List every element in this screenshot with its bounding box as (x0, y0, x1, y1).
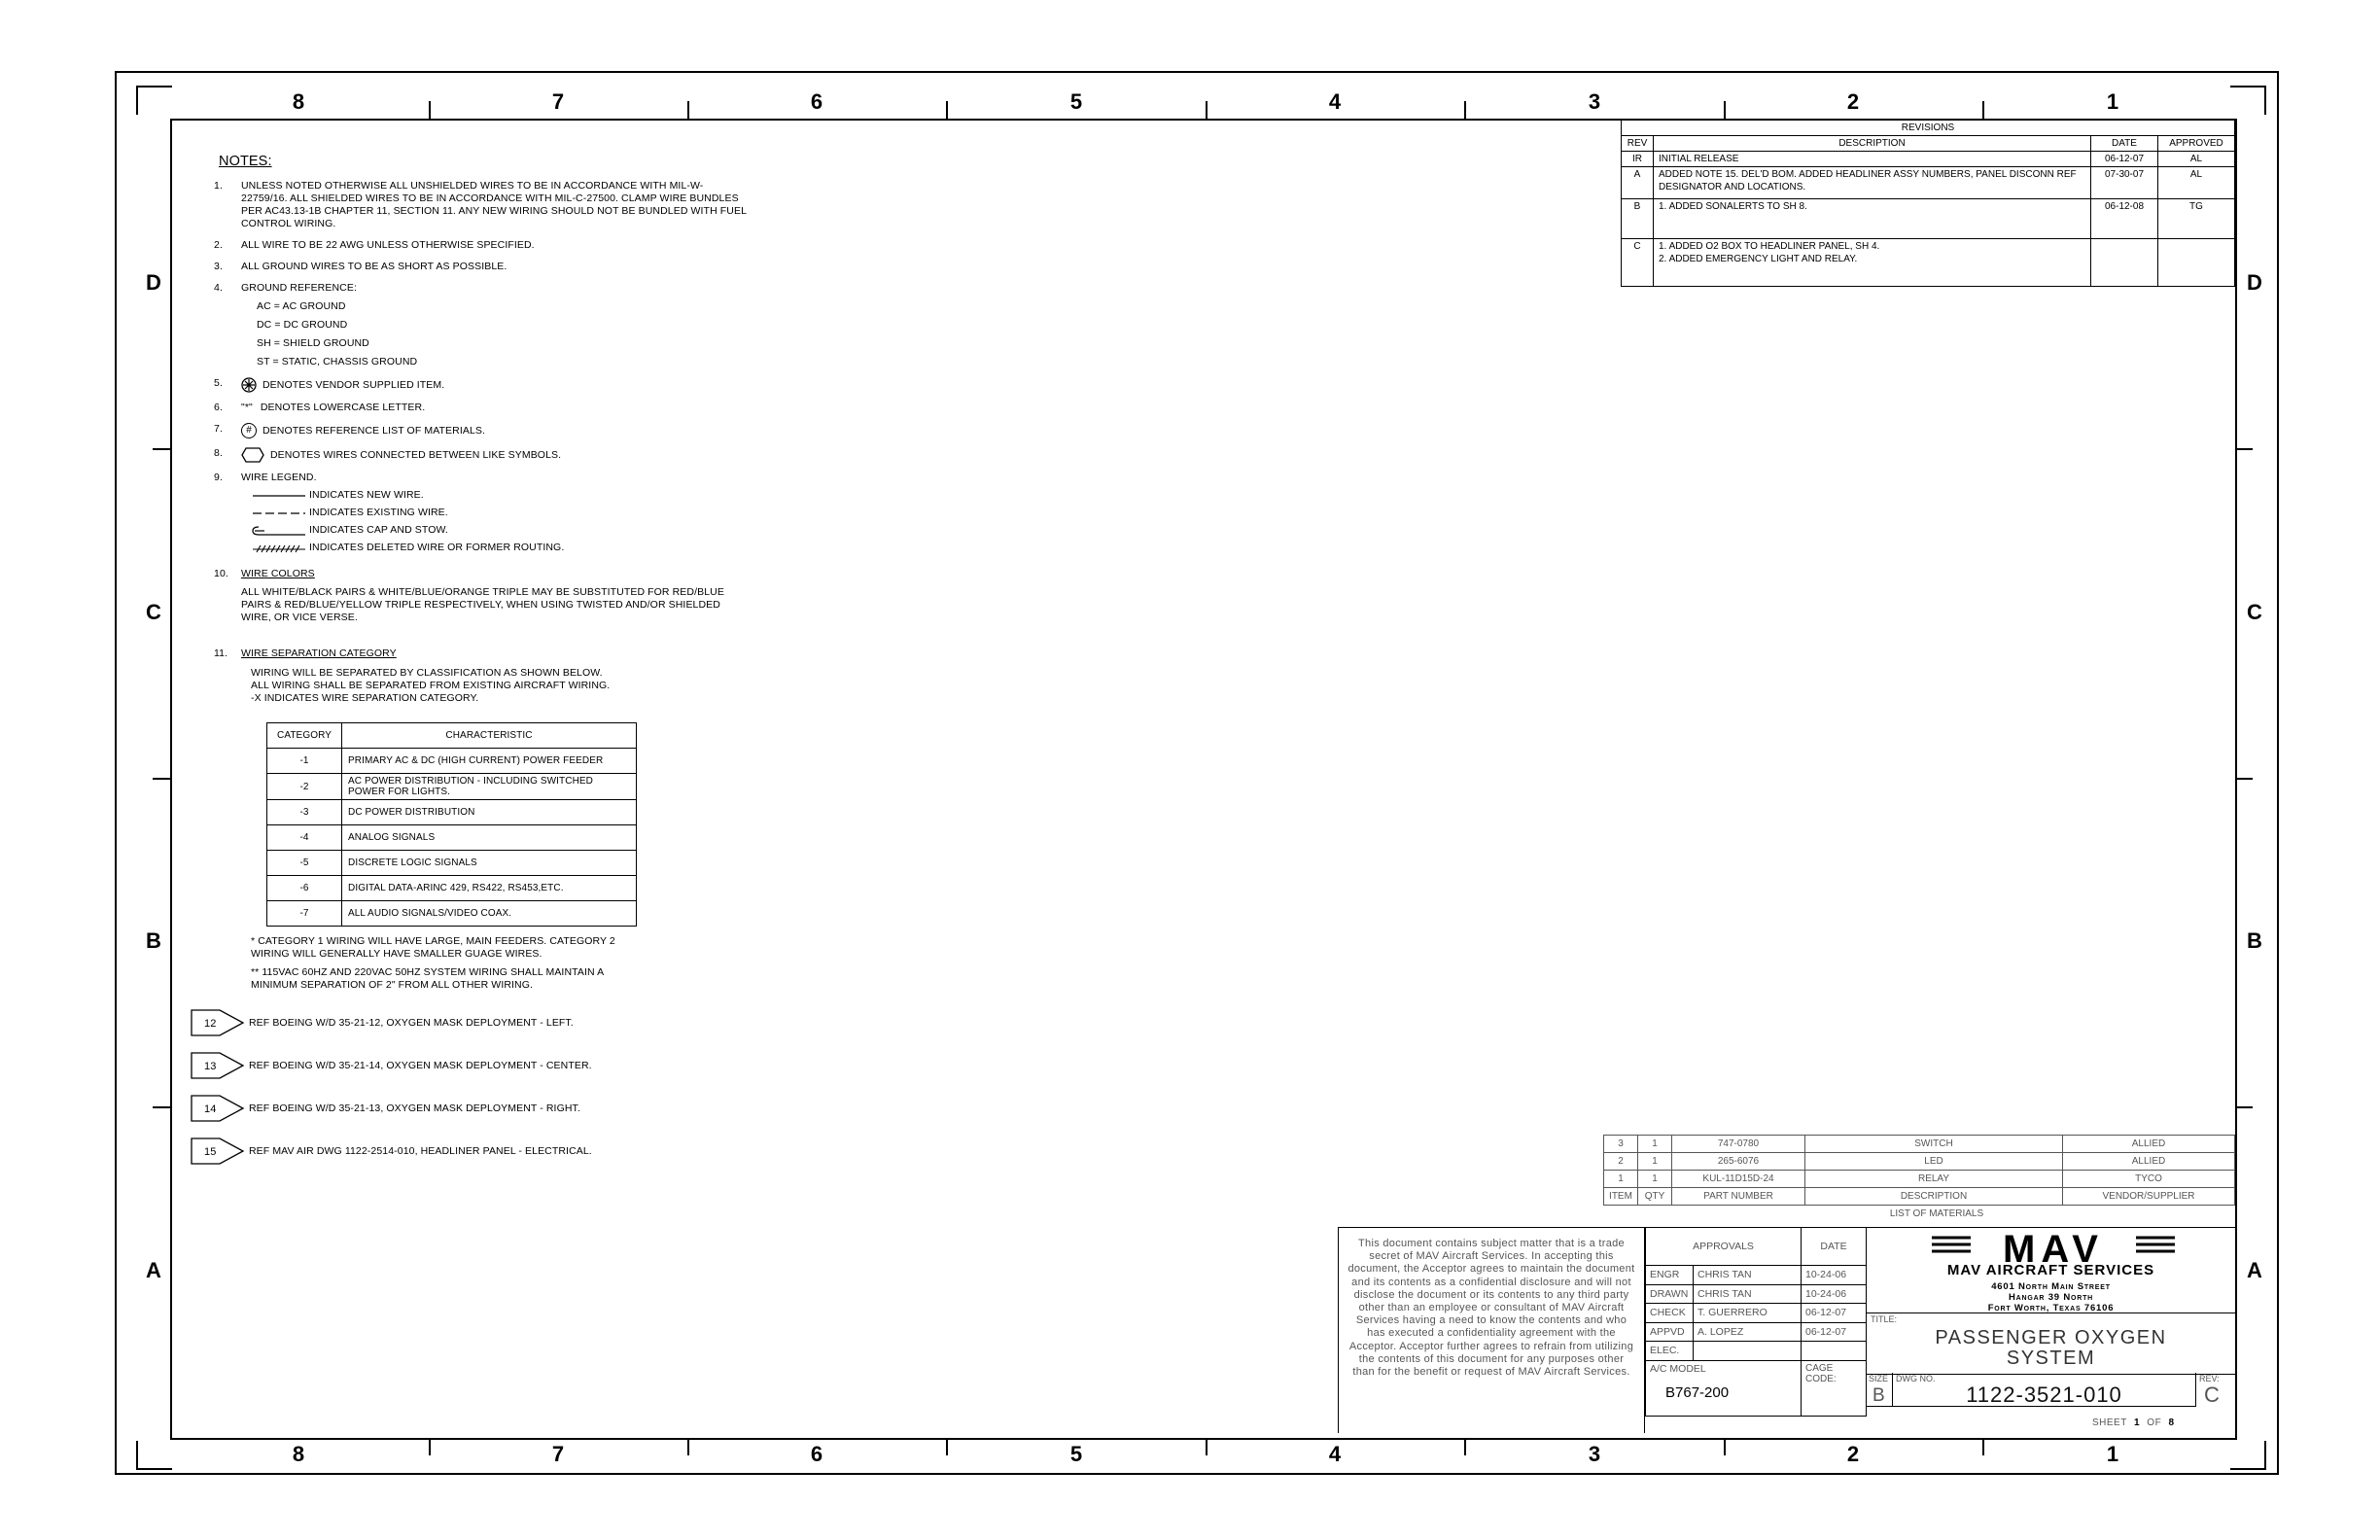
zone-label-top: 2 (1846, 89, 1860, 114)
note-text: ALL WIRING SHALL BE SEPARATED FROM EXISTING AIRCRAFT WIRING. (251, 680, 611, 691)
zone-label-bottom: 5 (1069, 1442, 1083, 1466)
bom-qty: 1 (1638, 1136, 1672, 1153)
rev-date: 06-12-08 (2091, 199, 2158, 239)
zone-label-top: 5 (1069, 89, 1083, 114)
approval-name: T. GUERRERO (1694, 1304, 1802, 1323)
rev-description: ADDED NOTE 15. DEL'D BOM. ADDED HEADLINER ASSY NUMBERS, PANEL DISCONN REF DESIGNATOR AND LOCATIONS. (1654, 167, 2091, 199)
note-3 (204, 261, 749, 273)
zone-tick (153, 1106, 170, 1108)
bom-item: 2 (1604, 1153, 1638, 1171)
rev-approved (2158, 239, 2235, 287)
note-text: DENOTES WIRES CONNECTED BETWEEN LIKE SYMBOLS. (270, 448, 562, 461)
zone-tick (1724, 101, 1726, 119)
table-row (1622, 152, 2235, 167)
table-header: VENDOR/SUPPLIER (2063, 1188, 2235, 1206)
note-4 (204, 282, 749, 368)
table-header-row (1604, 1188, 2235, 1206)
new-wire-line-icon (251, 491, 309, 501)
flag-note-icon (191, 1138, 245, 1165)
rev-date (2091, 239, 2158, 287)
zone-label-bottom: 7 (551, 1442, 565, 1466)
zone-tick (1206, 101, 1208, 119)
note-text: ALL WHITE/BLACK PAIRS & WHITE/BLUE/ORANGE TRIPLE MAY BE SUBSTITUTED FOR RED/BLUE PAIRS & RED/BLUE/YELLOW TRIPLE RESPECTIVELY, WHEN USING TWISTED AND/OR SHIELDED WIRE, OR VICE VERSE. (241, 586, 724, 623)
flag-number: 13 (204, 1061, 217, 1072)
footnote: ** 115VAC 60HZ AND 220VAC 50HZ SYSTEM WIRING SHALL MAINTAIN A MINIMUM SEPARATION OF 2" FROM ALL OTHER WIRING. (251, 966, 604, 991)
corner-mark (136, 86, 172, 115)
table-cell: -5 (267, 851, 342, 876)
zone-label-bottom: 2 (1846, 1442, 1860, 1466)
zone-label-top: 3 (1588, 89, 1601, 114)
flag-note-icon (191, 1009, 245, 1036)
note-2 (204, 239, 749, 252)
corner-mark (136, 1441, 172, 1470)
zone-tick (1982, 1438, 1984, 1455)
approval-row (1646, 1322, 1867, 1342)
lowercase-mark: "*" (241, 402, 253, 413)
approval-row (1646, 1284, 1867, 1304)
table-row (267, 851, 637, 876)
note-number: 8. (214, 447, 223, 459)
approval-date: 06-12-07 (1802, 1322, 1867, 1342)
corner-mark (2230, 86, 2266, 115)
note-number: 11. (214, 648, 228, 659)
note-number: 5. (214, 377, 223, 389)
zone-tick (1982, 101, 1984, 119)
zone-label-top: 7 (551, 89, 565, 114)
bom-qty: 1 (1638, 1171, 1672, 1188)
table-header: DESCRIPTION (1654, 136, 2091, 152)
table-header: ITEM (1604, 1188, 1638, 1206)
rev-letter: C (1622, 239, 1654, 287)
flag-note (191, 1095, 749, 1122)
note-text: WIRE LEGEND. (241, 472, 317, 483)
title-label: TITLE: (1871, 1314, 1898, 1324)
ac-model-label: A/C MODEL (1650, 1362, 1706, 1375)
bom-vendor: ALLIED (2063, 1136, 2235, 1153)
zone-label-left: C (146, 600, 161, 624)
table-header: REV (1622, 136, 1654, 152)
note-11 (204, 648, 749, 992)
flag-number: 12 (204, 1018, 217, 1030)
zone-label-left: A (146, 1258, 161, 1282)
note-number: 4. (214, 282, 223, 294)
zone-label-right: A (2247, 1258, 2262, 1282)
logo-text: MAV (2003, 1233, 2104, 1266)
legend-text: INDICATES NEW WIRE. (309, 489, 424, 501)
table-row (267, 749, 637, 774)
zone-tick (687, 1438, 689, 1455)
address-line: Fort Worth, Texas 76106 (1987, 1303, 2115, 1313)
flag-note-text: REF MAV AIR DWG 1122-2514-010, HEADLINER PANEL - ELECTRICAL. (249, 1144, 592, 1157)
zone-label-bottom: 8 (292, 1442, 305, 1466)
zone-tick (429, 1438, 431, 1455)
zone-tick (687, 101, 689, 119)
ground-ref-item: ST = STATIC, CHASSIS GROUND (257, 356, 418, 368)
flag-note-text: REF BOEING W/D 35-21-13, OXYGEN MASK DEPLOYMENT - RIGHT. (249, 1102, 580, 1114)
table-cell: ANALOG SIGNALS (342, 825, 637, 851)
table-row (267, 901, 637, 927)
table-row (1622, 199, 2235, 239)
notes-heading: NOTES: (219, 154, 272, 169)
table-row (267, 825, 637, 851)
of-label: OF (2147, 1418, 2162, 1428)
table-row (267, 800, 637, 825)
table-row (267, 774, 637, 800)
rev-value: C (2204, 1382, 2220, 1407)
zone-label-right: C (2247, 600, 2262, 624)
ac-model-value: B767-200 (1665, 1383, 1730, 1401)
table-cell: -4 (267, 825, 342, 851)
zone-tick (153, 448, 170, 450)
zone-label-top: 8 (292, 89, 305, 114)
note-text: DENOTES VENDOR SUPPLIED ITEM. (262, 378, 445, 391)
bom-part-number: KUL-11D15D-24 (1672, 1171, 1805, 1188)
address-line: 4601 North Main Street (1991, 1281, 2111, 1292)
rev-description-line: 2. ADDED EMERGENCY LIGHT AND RELAY. (1659, 254, 1858, 264)
bom-vendor: ALLIED (2063, 1153, 2235, 1171)
table-cell: -6 (267, 876, 342, 901)
zone-tick (1206, 1438, 1208, 1455)
zone-label-bottom: 1 (2106, 1442, 2119, 1466)
title-line: SYSTEM (2006, 1348, 2096, 1369)
ground-ref-item: DC = DC GROUND (257, 319, 348, 331)
note-title: WIRE COLORS (241, 568, 315, 579)
separation-category-table (266, 722, 637, 927)
flag-note (191, 1138, 749, 1165)
mav-logo (1932, 1233, 2175, 1266)
approval-date: 10-24-06 (1802, 1284, 1867, 1304)
zone-label-top: 4 (1328, 89, 1342, 114)
address-line: Hangar 39 North (2008, 1292, 2094, 1303)
note-number: 9. (214, 472, 223, 483)
cap-and-stow-icon (251, 525, 309, 537)
table-cell: DC POWER DISTRIBUTION (342, 800, 637, 825)
flag-note (191, 1009, 749, 1036)
rev-letter: IR (1622, 152, 1654, 167)
zone-label-right: D (2247, 270, 2262, 295)
note-10 (204, 568, 749, 624)
note-text: -X INDICATES WIRE SEPARATION CATEGORY. (251, 692, 479, 704)
table-header: APPROVED (2158, 136, 2235, 152)
flag-note (191, 1052, 749, 1079)
footnote: * CATEGORY 1 WIRING WILL HAVE LARGE, MAIN FEEDERS. CATEGORY 2 WIRING WILL GENERALLY HAVE SMALLER GUAGE WIRES. (251, 935, 615, 960)
table-header-row (267, 723, 637, 749)
zone-label-top: 6 (810, 89, 823, 114)
revisions-title: REVISIONS (1622, 121, 2235, 136)
note-number: 10. (214, 568, 228, 579)
approval-row (1646, 1304, 1867, 1323)
ground-ref-item: SH = SHIELD GROUND (257, 337, 369, 349)
table-header: CATEGORY (267, 723, 342, 749)
note-7 (204, 423, 749, 438)
sheet-number: 1 (2133, 1418, 2141, 1428)
note-6 (204, 402, 749, 414)
approval-row (1646, 1342, 1867, 1361)
note-text: WIRING WILL BE SEPARATED BY CLASSIFICATION AS SHOWN BELOW. (251, 667, 603, 679)
ac-model-cell (1646, 1360, 1802, 1416)
ground-ref-item: AC = AC GROUND (257, 300, 346, 312)
zone-tick (1464, 101, 1466, 119)
table-header: CHARACTERISTIC (342, 723, 637, 749)
table-cell: -2 (267, 774, 342, 800)
table-cell: DISCRETE LOGIC SIGNALS (342, 851, 637, 876)
dwg-no-label: DWG NO. (1896, 1374, 1936, 1383)
bom-description: LED (1805, 1153, 2063, 1171)
approvals-header: APPROVALS (1646, 1228, 1802, 1266)
zone-label-top: 1 (2106, 89, 2119, 114)
table-cell: -1 (267, 749, 342, 774)
sheet-info (2092, 1418, 2175, 1428)
zone-tick (429, 101, 431, 119)
hexagon-icon (241, 447, 264, 463)
approval-role: ELEC. (1646, 1342, 1694, 1361)
note-text: UNLESS NOTED OTHERWISE ALL UNSHIELDED WIRES TO BE IN ACCORDANCE WITH MIL-W-22759/16. ALL SHIELDED WIRES TO BE IN ACCORDANCE WITH MIL-C-27500. CLAMP WIRE BUNDLES PER AC43.13-1B CHAPTER 11, SECTION 11. ANY NEW WIRING SHOULD NOT BE BUNDLED WITH FUEL CONTROL WIRING. (241, 180, 747, 229)
approval-role: CHECK (1646, 1304, 1694, 1323)
note-9 (204, 472, 749, 554)
table-cell: PRIMARY AC & DC (HIGH CURRENT) POWER FEEDER (342, 749, 637, 774)
rev-date: 07-30-07 (2091, 167, 2158, 199)
drawing-number: 1122-3521-010 (1966, 1382, 2122, 1407)
table-cell: -7 (267, 901, 342, 927)
note-number: 3. (214, 261, 223, 272)
table-row (1604, 1153, 2235, 1171)
rev-description (1654, 239, 2091, 287)
table-row (267, 876, 637, 901)
sheet-label: SHEET (2092, 1418, 2127, 1428)
bom-item: 3 (1604, 1136, 1638, 1153)
approval-name (1694, 1342, 1802, 1361)
note-8 (204, 447, 749, 463)
bom-description: RELAY (1805, 1171, 2063, 1188)
table-row (1622, 167, 2235, 199)
note-title: WIRE SEPARATION CATEGORY (241, 648, 397, 659)
existing-wire-line-icon (251, 508, 309, 518)
approval-name: A. LOPEZ (1694, 1322, 1802, 1342)
note-text: DENOTES REFERENCE LIST OF MATERIALS. (262, 424, 486, 437)
notes-section (204, 156, 749, 1180)
zone-tick (2235, 1106, 2253, 1108)
proprietary-notice: This document contains subject matter that is a trade secret of MAV Aircraft Services. In accepting this document, the Acceptor agrees to maintain the document and its contents as a confidential disclosure and will not disclose the document or its contents to any third party other than an employee or consultant of MAV Aircraft Services having a need to know the contents and who has executed a confidentiality agreement with the Acceptor. Acceptor further agrees to refrain from utilizing the contents of this document for any purposes other than for the benefit or request of MAV Aircraft Services. (1338, 1227, 1645, 1433)
bom-vendor: TYCO (2063, 1171, 2235, 1188)
note-number: 6. (214, 402, 223, 413)
drawing-title (1867, 1328, 2235, 1369)
legend-text: INDICATES CAP AND STOW. (309, 524, 448, 536)
approval-date (1802, 1342, 1867, 1361)
flag-note-icon (191, 1052, 245, 1079)
zone-tick (2235, 448, 2253, 450)
company-address (1867, 1281, 2235, 1313)
bom-part-number: 265-6076 (1672, 1153, 1805, 1171)
approval-name: CHRIS TAN (1694, 1266, 1802, 1285)
table-row (1622, 239, 2235, 287)
approval-role: APPVD (1646, 1322, 1694, 1342)
zone-tick (153, 778, 170, 780)
note-5 (204, 377, 749, 393)
zone-label-left: B (146, 928, 161, 953)
reference-list-icon: # (241, 423, 257, 438)
rev-description: INITIAL RELEASE (1654, 152, 2091, 167)
approval-date: 06-12-07 (1802, 1304, 1867, 1323)
sheet-total: 8 (2168, 1418, 2175, 1428)
zone-tick (2235, 778, 2253, 780)
table-row (1604, 1171, 2235, 1188)
flag-note-text: REF BOEING W/D 35-21-14, OXYGEN MASK DEPLOYMENT - CENTER. (249, 1059, 592, 1071)
date-header: DATE (1802, 1228, 1867, 1266)
rev-letter: A (1622, 167, 1654, 199)
rev-approved: AL (2158, 152, 2235, 167)
note-text: GROUND REFERENCE: (241, 282, 357, 294)
bom-part-number: 747-0780 (1672, 1136, 1805, 1153)
deleted-wire-hatch-icon (251, 543, 309, 553)
sheet-row (1867, 1406, 2236, 1436)
flag-number: 14 (204, 1103, 217, 1115)
table-header: QTY (1638, 1188, 1672, 1206)
flag-note-text: REF BOEING W/D 35-21-12, OXYGEN MASK DEPLOYMENT - LEFT. (249, 1016, 574, 1029)
rev-approved: AL (2158, 167, 2235, 199)
title-line: PASSENGER OXYGEN (1935, 1327, 2167, 1348)
size-label: SIZE (1869, 1374, 1889, 1383)
table-cell: AC POWER DISTRIBUTION - INCLUDING SWITCHED POWER FOR LIGHTS. (342, 774, 637, 800)
approval-name: CHRIS TAN (1694, 1284, 1802, 1304)
zone-label-bottom: 4 (1328, 1442, 1342, 1466)
legend-text: INDICATES DELETED WIRE OR FORMER ROUTING. (309, 542, 565, 553)
approval-role: DRAWN (1646, 1284, 1694, 1304)
size-value: B (1872, 1385, 1885, 1406)
approval-date: 10-24-06 (1802, 1266, 1867, 1285)
bom-item: 1 (1604, 1171, 1638, 1188)
flag-number: 15 (204, 1146, 217, 1158)
bom-qty: 1 (1638, 1153, 1672, 1171)
note-number: 1. (214, 180, 223, 192)
zone-label-left: D (146, 270, 161, 295)
zone-label-right: B (2247, 928, 2262, 953)
note-number: 7. (214, 423, 223, 435)
rev-description: 1. ADDED SONALERTS TO SH 8. (1654, 199, 2091, 239)
revisions-table (1621, 120, 2235, 287)
table-row (1604, 1136, 2235, 1153)
note-1 (204, 180, 749, 230)
rev-description-line: 1. ADDED O2 BOX TO HEADLINER PANEL, SH 4. (1659, 241, 1880, 252)
company-name: MAV AIRCRAFT SERVICES (1946, 1262, 2155, 1278)
table-header: PART NUMBER (1672, 1188, 1805, 1206)
zone-tick (1464, 1438, 1466, 1455)
rev-approved: TG (2158, 199, 2235, 239)
corner-mark (2230, 1441, 2266, 1470)
approval-row (1646, 1266, 1867, 1285)
cage-code-label: CAGE CODE: (1802, 1360, 1867, 1416)
zone-label-bottom: 3 (1588, 1442, 1601, 1466)
approval-role: ENGR (1646, 1266, 1694, 1285)
zone-tick (946, 101, 948, 119)
table-cell: -3 (267, 800, 342, 825)
note-text: ALL GROUND WIRES TO BE AS SHORT AS POSSIBLE. (241, 261, 508, 272)
table-header: DESCRIPTION (1805, 1188, 2063, 1206)
rev-date: 06-12-07 (2091, 152, 2158, 167)
note-text: DENOTES LOWERCASE LETTER. (260, 402, 426, 413)
approvals-table (1645, 1227, 1867, 1417)
table-cell: ALL AUDIO SIGNALS/VIDEO COAX. (342, 901, 637, 927)
zone-label-bottom: 6 (810, 1442, 823, 1466)
flag-note-icon (191, 1095, 245, 1122)
list-of-materials-table (1603, 1135, 2235, 1222)
zone-tick (946, 1438, 948, 1455)
table-cell: DIGITAL DATA-ARINC 429, RS422, RS453,ETC. (342, 876, 637, 901)
rev-letter: B (1622, 199, 1654, 239)
zone-tick (1724, 1438, 1726, 1455)
bom-description: SWITCH (1805, 1136, 2063, 1153)
bom-title: LIST OF MATERIALS (1889, 1208, 1984, 1219)
table-header: DATE (2091, 136, 2158, 152)
note-number: 2. (214, 239, 223, 251)
rev-label: REV: (2199, 1374, 2220, 1383)
legend-text: INDICATES EXISTING WIRE. (309, 507, 448, 518)
vendor-supplied-icon (241, 377, 257, 393)
note-text: ALL WIRE TO BE 22 AWG UNLESS OTHERWISE SPECIFIED. (241, 239, 535, 251)
